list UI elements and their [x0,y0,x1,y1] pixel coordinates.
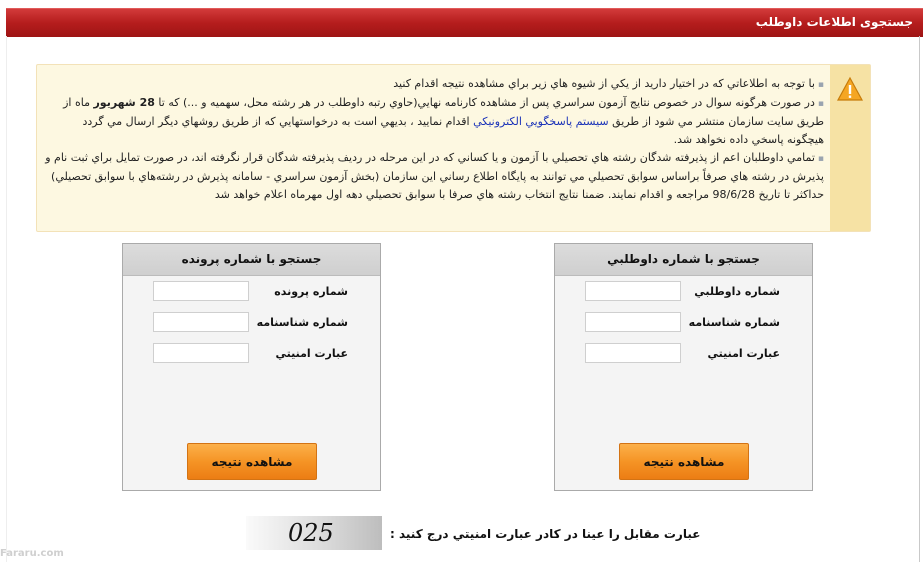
bullet-icon: ▪ [817,80,824,90]
panel-title: جستجو با شماره داوطلبي [555,244,812,276]
id-number-input[interactable] [153,312,249,332]
captcha-image [246,516,382,550]
search-by-candidate-number-panel [554,243,813,491]
bullet-icon: ▪ [817,99,824,109]
form-row [123,312,380,334]
warning-icon [836,76,864,102]
notice-item-2: ▪در صورت هرگونه سوال در خصوص نتايج آزمون سراسري پس از مشاهده كارنامه نهايي(حاوي رتبه داوطلب در هر رشته محل، سهميه و ...) كه تا 28 شهريور ماه از طريق سايت سازمان منتشر مي شود از طريق سيستم پاسخگويي الكترونيكي اقدام نماييد ، بديهي است به درخواستهايي كه از طريق روشهاي ديگر ارسال مي گردد هيچگونه پاسخي داده نخواهد شد. [63,96,824,146]
form-row [555,312,812,334]
id-number-label: شماره شناسنامه [256,316,348,329]
file-number-input[interactable] [153,281,249,301]
form-row [555,281,812,303]
captcha-code: 025 [288,519,334,547]
watermark: Fararu.com [0,548,64,559]
panel-title: جستجو با شماره پرونده [123,244,380,276]
page-title: جستجوی اطلاعات داوطلب [755,15,913,29]
notice-list [45,75,824,204]
id-number-label: شماره شناسنامه [688,316,780,329]
notice-item-1: ▪با توجه به اطلاعاتي كه در اختيار داريد از يكي از شيوه هاي زير براي مشاهده نتيجه اقدام كنيد [393,77,824,90]
notice-icon-column [830,65,870,231]
view-result-button[interactable]: مشاهده نتيجه [187,443,317,480]
support-system-link[interactable]: سيستم پاسخگويي الكترونيكي [473,115,609,128]
bullet-icon: ▪ [817,154,824,164]
security-code-input[interactable] [585,343,681,363]
notice-box [36,64,871,232]
security-code-label: عبارت امنيتي [275,347,348,360]
view-result-button[interactable]: مشاهده نتيجه [619,443,749,480]
captcha-instruction: عبارت مقابل را عينا در كادر عبارت امنيتي درج كنيد : [390,527,701,541]
id-number-input[interactable] [585,312,681,332]
candidate-number-input[interactable] [585,281,681,301]
title-bar [6,8,923,37]
deadline-date: 28 شهريور [93,96,155,109]
candidate-number-label: شماره داوطلبي [694,285,780,298]
search-by-file-number-panel [122,243,381,491]
form-row [123,281,380,303]
security-code-label: عبارت امنيتي [707,347,780,360]
form-row [555,343,812,365]
file-number-label: شماره پرونده [274,285,348,298]
security-code-input[interactable] [153,343,249,363]
form-row [123,343,380,365]
notice-item-3: ▪تمامي داوطلبان اعم از پذيرفته شدگان رشته هاي تحصيلي با آزمون و يا كساني كه در اين مرحله در رديف پذيرفته شدگان قرار نگرفته اند، در صورت تمايل براي ثبت نام و پذيرش در رشته هاي صرفاً براساس سوابق تحصيلي مي توانند به پايگاه اطلاع رساني اين سازمان (بخش آزمون سراسري - سامانه پذيرش در رشته‌هاي با سوابق تحصيلي) حداكثر تا تاريخ 98/6/28 مراجعه و اقدام نمايند. ضمنا نتايج انتخاب رشته هاي صرفا با سوابق تحصيلي دهه اول مهرماه اعلام خواهد شد [45,151,824,201]
